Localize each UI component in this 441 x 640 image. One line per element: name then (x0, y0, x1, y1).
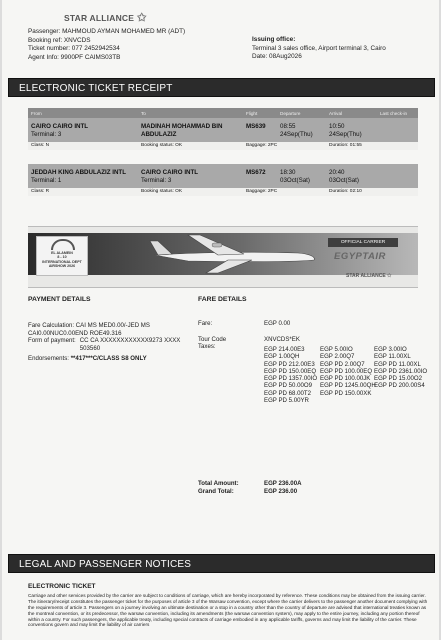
arrival-time: 10:50 (329, 123, 345, 130)
flight-number: MS639 (246, 123, 266, 130)
to-terminal: Terminal: 3 (141, 177, 172, 184)
form-of-payment-value: CC CA XXXXXXXXXXXX9273 XXXX 503560 (79, 337, 181, 352)
tax-item: EGP 5.00IO (320, 346, 353, 353)
flight-table-header (28, 108, 418, 118)
header-from: From (31, 111, 42, 116)
fare-value: EGP 0.00 (264, 320, 291, 327)
tax-item: EGP PD 100.00JK (320, 375, 371, 383)
tour-code-label: Tour Code (198, 336, 227, 343)
total-amount-label: Total Amount: (198, 480, 239, 487)
receipt-title: ELECTRONIC TICKET RECEIPT (19, 83, 173, 94)
egyptair-banner (28, 226, 418, 288)
alliance-member-text: STAR ALLIANCE (346, 273, 386, 279)
from-terminal: Terminal: 3 (31, 131, 62, 138)
to-city-line2: ABDULAZIZ (141, 131, 177, 138)
star-alliance-label: STAR ALLIANCE (64, 12, 135, 23)
tax-item: EGP 11.00XL (374, 353, 411, 361)
header-checkin: Last check-in (380, 111, 408, 116)
header-departure: Departure (280, 111, 301, 116)
legal-subtitle: ELECTRONIC TICKET (28, 583, 96, 590)
from-city: JEDDAH KING ABDULAZIZ INTL (31, 169, 126, 176)
payment-details-title: PAYMENT DETAILS (28, 296, 91, 303)
fare-calc-label: Fare Calculation: (28, 322, 75, 329)
tour-code-value: XNVCDS*EK (264, 336, 300, 343)
grand-total-label: Grand Total: (198, 488, 234, 495)
from-terminal: Terminal: 1 (31, 177, 62, 184)
segment-main-row (28, 164, 418, 188)
tax-column (320, 346, 378, 397)
booking-ref: Booking ref: XNVCDS (28, 36, 91, 44)
star-alliance-logo (64, 11, 147, 24)
tax-item: EGP PD 11.00XL (374, 360, 421, 368)
tax-item: EGP PD 150.00EQ (264, 367, 317, 375)
airshow-name: EL ALAMEIN (51, 251, 73, 255)
departure-date: 03Oct(Sat) (280, 177, 310, 184)
fare-calc-value: CAI MS MED0.00/-JED MS CAI0.00NUC0.00END ROE49.316 (28, 322, 150, 337)
fare-totals (198, 480, 428, 496)
tax-item: EGP PD 150.00XK (320, 389, 372, 397)
flight-segment (28, 118, 418, 150)
departure-time: 18:30 (280, 169, 296, 176)
ticket-number: Ticket number: 077 2452942534 (28, 45, 120, 53)
airplane-icon (148, 231, 318, 275)
arrival-date: 03Oct(Sat) (329, 177, 359, 184)
tax-item: EGP 2.00Q7 (320, 353, 355, 361)
ticket-page (2, 0, 439, 640)
arrival-time: 20:40 (329, 169, 345, 176)
tax-item: EGP PD 68.00T2 (264, 389, 311, 397)
tax-item: EGP PD 2361.00IO (374, 367, 428, 375)
grand-total-value: EGP 236.00 (264, 488, 298, 495)
booking-status: Booking status: OK (141, 189, 183, 194)
endorsements (28, 355, 190, 363)
airshow-event: INTERNATIONAL DEPT (42, 259, 82, 264)
tax-item: EGP PD 2.00Q7 (320, 360, 365, 368)
issue-date: Date: 08Aug2026 (252, 53, 302, 61)
header-arrival: Arrival (329, 111, 343, 116)
departure-date: 24Sep(Thu) (280, 131, 313, 138)
booking-class: Class: R (31, 189, 50, 194)
legal-notices-bar (8, 554, 435, 573)
tax-item: EGP 1.00QH (264, 353, 300, 361)
arrival-date: 24Sep(Thu) (329, 131, 362, 138)
endorsements-label: Endorsements: (28, 355, 69, 363)
duration: Duration: 02:10 (329, 189, 362, 194)
issuing-office-value: Terminal 3 sales office, Airport terminal 3, Cairo (252, 44, 386, 52)
legal-text: Carriage and other services provided by the carrier are subject to conditions of carriage, which are hereby incorporated by reference. These conditions may be obtained from the issuing carrier. The itinerary/receipt constitutes the passenger ticket for the purposes of article 3 of the Warsaw convention, except where the carrier delivers to the passenger another document complying with the requirements of article 3. Passengers on a journey involving an ultimate destination or a stop in a country other than the country of departure are advised that international treaties known as the montreal convention, or its predecessor, the warsaw convention, including its amendments (the warsaw convention system), may apply to the entire journey, including any portion thereof within a country. For such passengers, the applicable treaty, including special contracts of carriage embodied in any applicable tariffs, governs and may limit the liability of the carrier. These conventions govern and may limit the liability of air carriers (28, 592, 428, 628)
tax-item: EGP PD 100.00EQ (320, 367, 373, 375)
fare-label: Fare: (198, 320, 213, 327)
payment-details (28, 322, 190, 363)
baggage: Baggage: 2PC (246, 189, 278, 194)
airshow-dates: 8 - 10 (57, 255, 67, 260)
tax-item: EGP PD 200.00S4 (374, 382, 425, 390)
agent-info: Agent Info: 9900PF CAIMS03TB (28, 53, 121, 61)
total-amount-value: EGP 236.00A (264, 480, 302, 487)
to-city: MADINAH MOHAMMAD BIN (141, 123, 223, 130)
tax-item: EGP PD 15.00O2 (374, 375, 422, 383)
departure-time: 08:55 (280, 123, 296, 130)
baggage: Baggage: 2PC (246, 143, 278, 148)
segment-main-row (28, 118, 418, 142)
from-city: CAIRO CAIRO INTL (31, 123, 89, 130)
egyptair-logo: EGYPTAIR (334, 251, 386, 262)
tax-item: EGP PD 1245.00QH (320, 382, 376, 390)
arch-icon (51, 239, 75, 250)
tax-column (264, 346, 322, 404)
flight-segment (28, 164, 418, 196)
fare-calculation (28, 322, 190, 337)
star-icon: ✩ (387, 273, 392, 279)
segment-detail-row (28, 188, 418, 196)
airshow-title: AIRSHOW 2026 (48, 264, 76, 269)
form-of-payment (28, 337, 190, 352)
taxes-label: Taxes: (198, 343, 216, 350)
passenger-name: Passenger: MAHMOUD AYMAN MOHAMED MR (ADT) (28, 28, 186, 35)
tax-item: EGP PD 212.00E3 (264, 360, 315, 368)
tax-item: EGP PD 5.00YR (264, 397, 309, 405)
to-city: CAIRO CAIRO INTL (141, 169, 199, 176)
tax-item: EGP 214.00E3 (264, 346, 305, 353)
tax-item: EGP 3.00IO (374, 346, 407, 353)
endorsements-value: **417***C/CLASS S8 ONLY (70, 355, 147, 363)
header-to: To (141, 111, 146, 116)
form-of-payment-label: Form of payment: (28, 337, 76, 345)
el-alamein-airshow-logo (36, 236, 88, 276)
tax-item: EGP PD 1357.00IO (264, 375, 318, 383)
receipt-title-bar (8, 78, 435, 97)
segment-detail-row (28, 142, 418, 150)
issuing-office (252, 36, 386, 62)
issuing-office-label: Issuing office: (252, 36, 296, 43)
legal-notices (28, 584, 428, 628)
fare-details-title: FARE DETAILS (198, 296, 247, 303)
booking-status: Booking status: OK (141, 143, 183, 148)
alliance-member-label (346, 273, 391, 279)
tax-item: EGP PD 50.00O9 (264, 382, 312, 390)
official-carrier-label: OFFICIAL CARRIER (328, 238, 398, 247)
header-flight: Flight (246, 111, 258, 116)
passenger-info (28, 28, 185, 62)
legal-notices-title: LEGAL AND PASSENGER NOTICES (19, 559, 192, 570)
tax-column (374, 346, 432, 390)
flight-number: MS672 (246, 169, 266, 176)
duration: Duration: 01:55 (329, 143, 362, 148)
booking-class: Class: N (31, 143, 50, 148)
star-icon: ✩ (137, 12, 147, 24)
